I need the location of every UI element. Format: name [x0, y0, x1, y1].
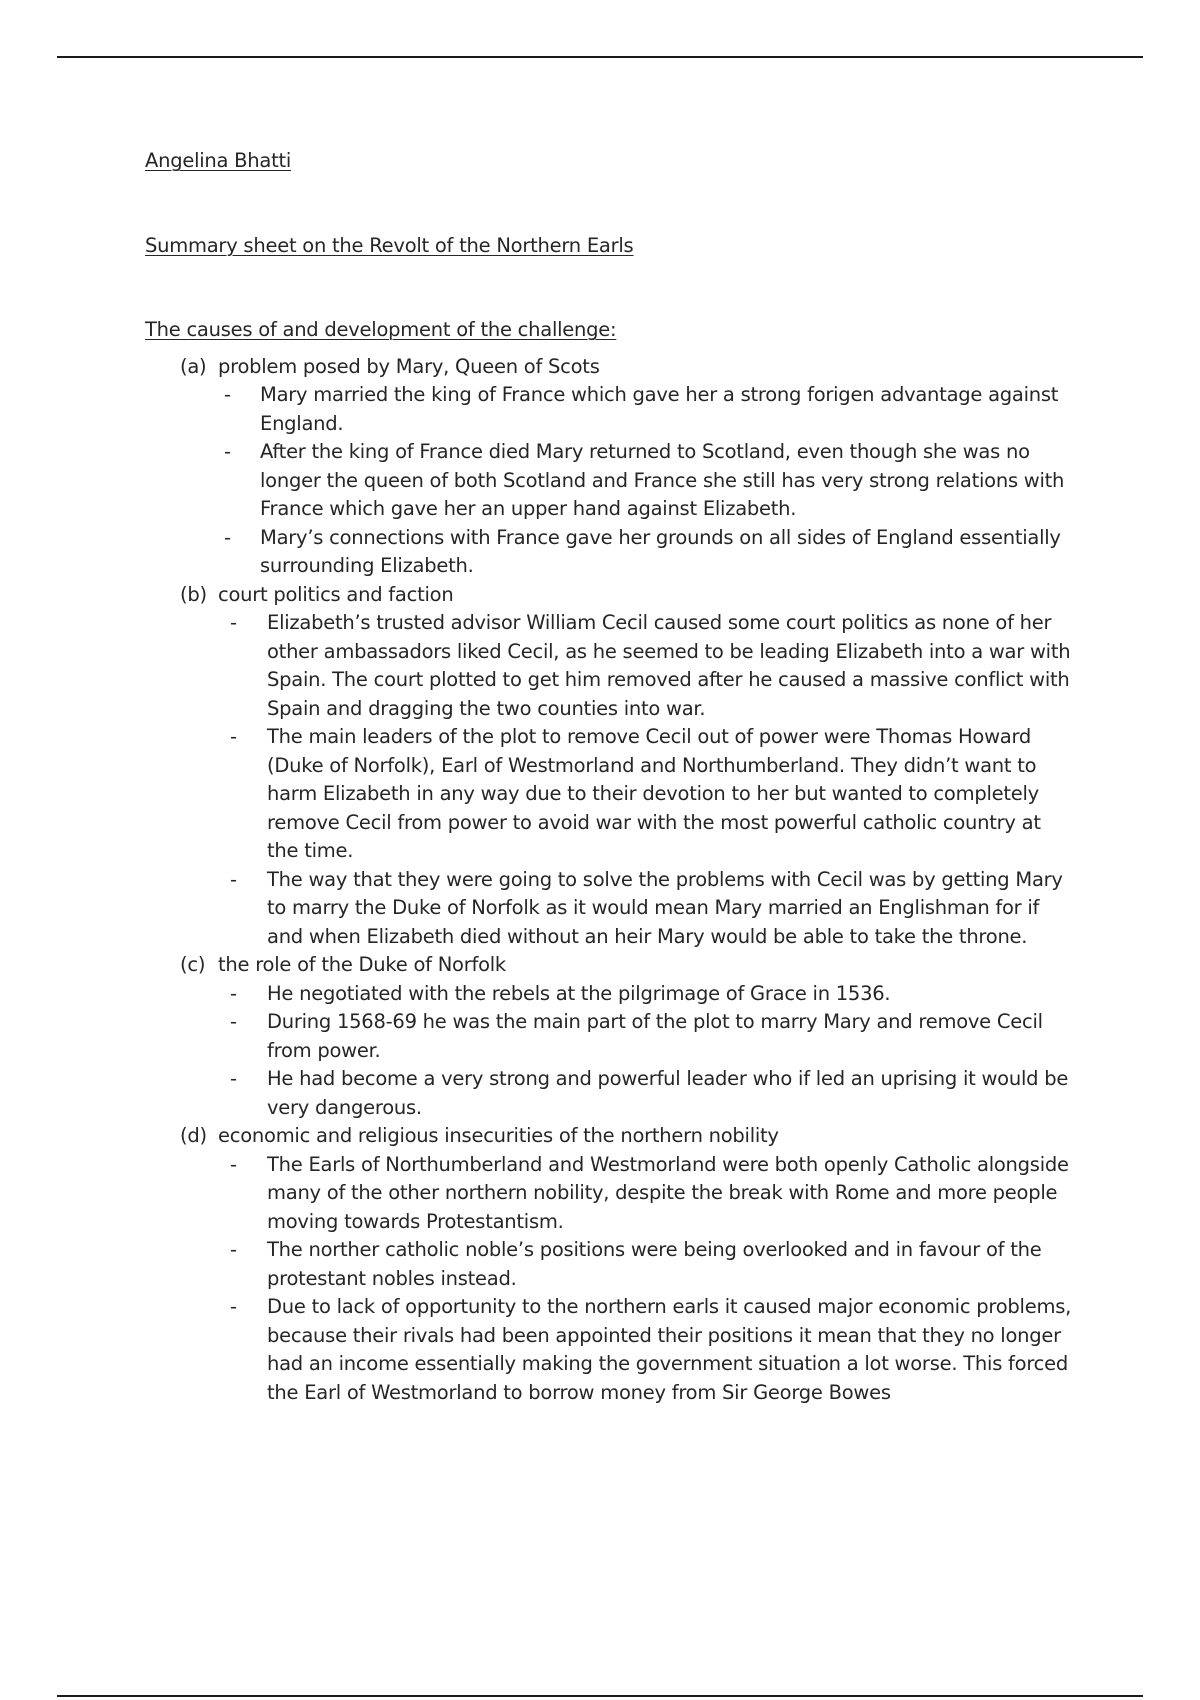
list-item: - The way that they were going to solve the problems with Cecil was by getting Mary to marry the Duke of Norfolk as it would mean Mary married an Englishman for if and when Elizabeth died without an heir Mary would be able to take the throne. — [230, 867, 1063, 948]
bullet-list — [218, 381, 1075, 581]
causes-list — [145, 353, 1075, 1408]
bullet-list — [218, 980, 1075, 1123]
document-body — [145, 147, 1075, 1407]
bullet-dash: - — [224, 525, 231, 549]
bullet-list — [218, 609, 1075, 951]
list-item: - During 1568-69 he was the main part of the plot to marry Mary and remove Cecil from power. — [230, 1010, 1043, 1062]
list-item: - Mary’s connections with France gave her grounds on all sides of England essentially surrounding Elizabeth. — [224, 525, 1061, 577]
bullet-dash: - — [224, 383, 231, 406]
section-d — [145, 1122, 1075, 1407]
bullet-dash: - — [230, 1238, 237, 1261]
section-b — [145, 581, 1075, 952]
document-title: Summary sheet on the Revolt of the Northern Earls — [145, 233, 634, 257]
list-item: - After the king of France died Mary returned to Scotland, even though she was no longer the queen of both Scotland and France she still has very strong relations with France which gave her an upper hand against Elizabeth. — [224, 440, 1065, 520]
bullet-dash: - — [230, 725, 237, 748]
bullet-dash: - — [224, 440, 231, 463]
bullet-list — [218, 1151, 1075, 1408]
list-item: - The main leaders of the plot to remove Cecil out of power were Thomas Howard (Duke of Norfolk), Earl of Westmorland and Northumberland. They didn’t want to harm Elizabeth in any way due to their devotion to her but wanted to completely remove Cecil from power to avoid war with the most powerful catholic country at the time. — [230, 725, 1041, 862]
bullet-dash: - — [230, 1010, 237, 1033]
bullet-dash: - — [230, 867, 237, 891]
section-marker: (a) — [180, 354, 207, 378]
section-heading: The causes of and development of the challenge: — [145, 318, 617, 341]
section-c — [145, 951, 1075, 1122]
top-rule — [57, 56, 1143, 58]
list-item: - He had become a very strong and powerful leader who if led an uprising it would be very dangerous. — [230, 1067, 1069, 1119]
list-item: - The norther catholic noble’s positions were being overlooked and in favour of the protestant nobles instead. — [230, 1238, 1042, 1290]
section-a — [145, 353, 1075, 581]
list-item: - He negotiated with the rebels at the pilgrimage of Grace in 1536. — [218, 980, 1075, 1009]
bullet-dash: - — [230, 611, 237, 634]
list-item: - Elizabeth’s trusted advisor William Cecil caused some court politics as none of her other ambassadors liked Cecil, as he seemed to be leading Elizabeth into a war with Spain. The court plotted to get him removed after he caused a massive conflict with Spain and dragging the two counties into war. — [230, 611, 1071, 720]
list-item: - Due to lack of opportunity to the northern earls it caused major economic problems, because their rivals had been appointed their positions it mean that they no longer had an income essentially making the government situation a lot worse. This forced the Earl of Westmorland to borrow money from Sir George Bowes — [230, 1295, 1072, 1404]
section-label: problem posed by Mary, Queen of Scots — [218, 354, 600, 378]
bullet-dash: - — [230, 981, 237, 1005]
bottom-rule — [57, 1695, 1143, 1697]
bullet-dash: - — [230, 1295, 237, 1318]
bullet-dash: - — [230, 1067, 237, 1090]
list-item: - The Earls of Northumberland and Westmorland were both openly Catholic alongside many of the other northern nobility, despite the break with Rome and more people moving towards Protestantism. — [230, 1152, 1069, 1233]
bullet-dash: - — [230, 1152, 237, 1176]
list-item: - Mary married the king of France which gave her a strong forigen advantage against England. — [224, 383, 1059, 435]
section-marker: (b) — [180, 582, 207, 606]
author-name: Angelina Bhatti — [145, 149, 292, 172]
section-marker: (d) — [180, 1124, 207, 1147]
section-label: economic and religious insecurities of the northern nobility — [218, 1124, 779, 1147]
section-label: the role of the Duke of Norfolk — [218, 953, 506, 976]
section-marker: (c) — [180, 953, 206, 976]
section-label: court politics and faction — [218, 582, 454, 606]
